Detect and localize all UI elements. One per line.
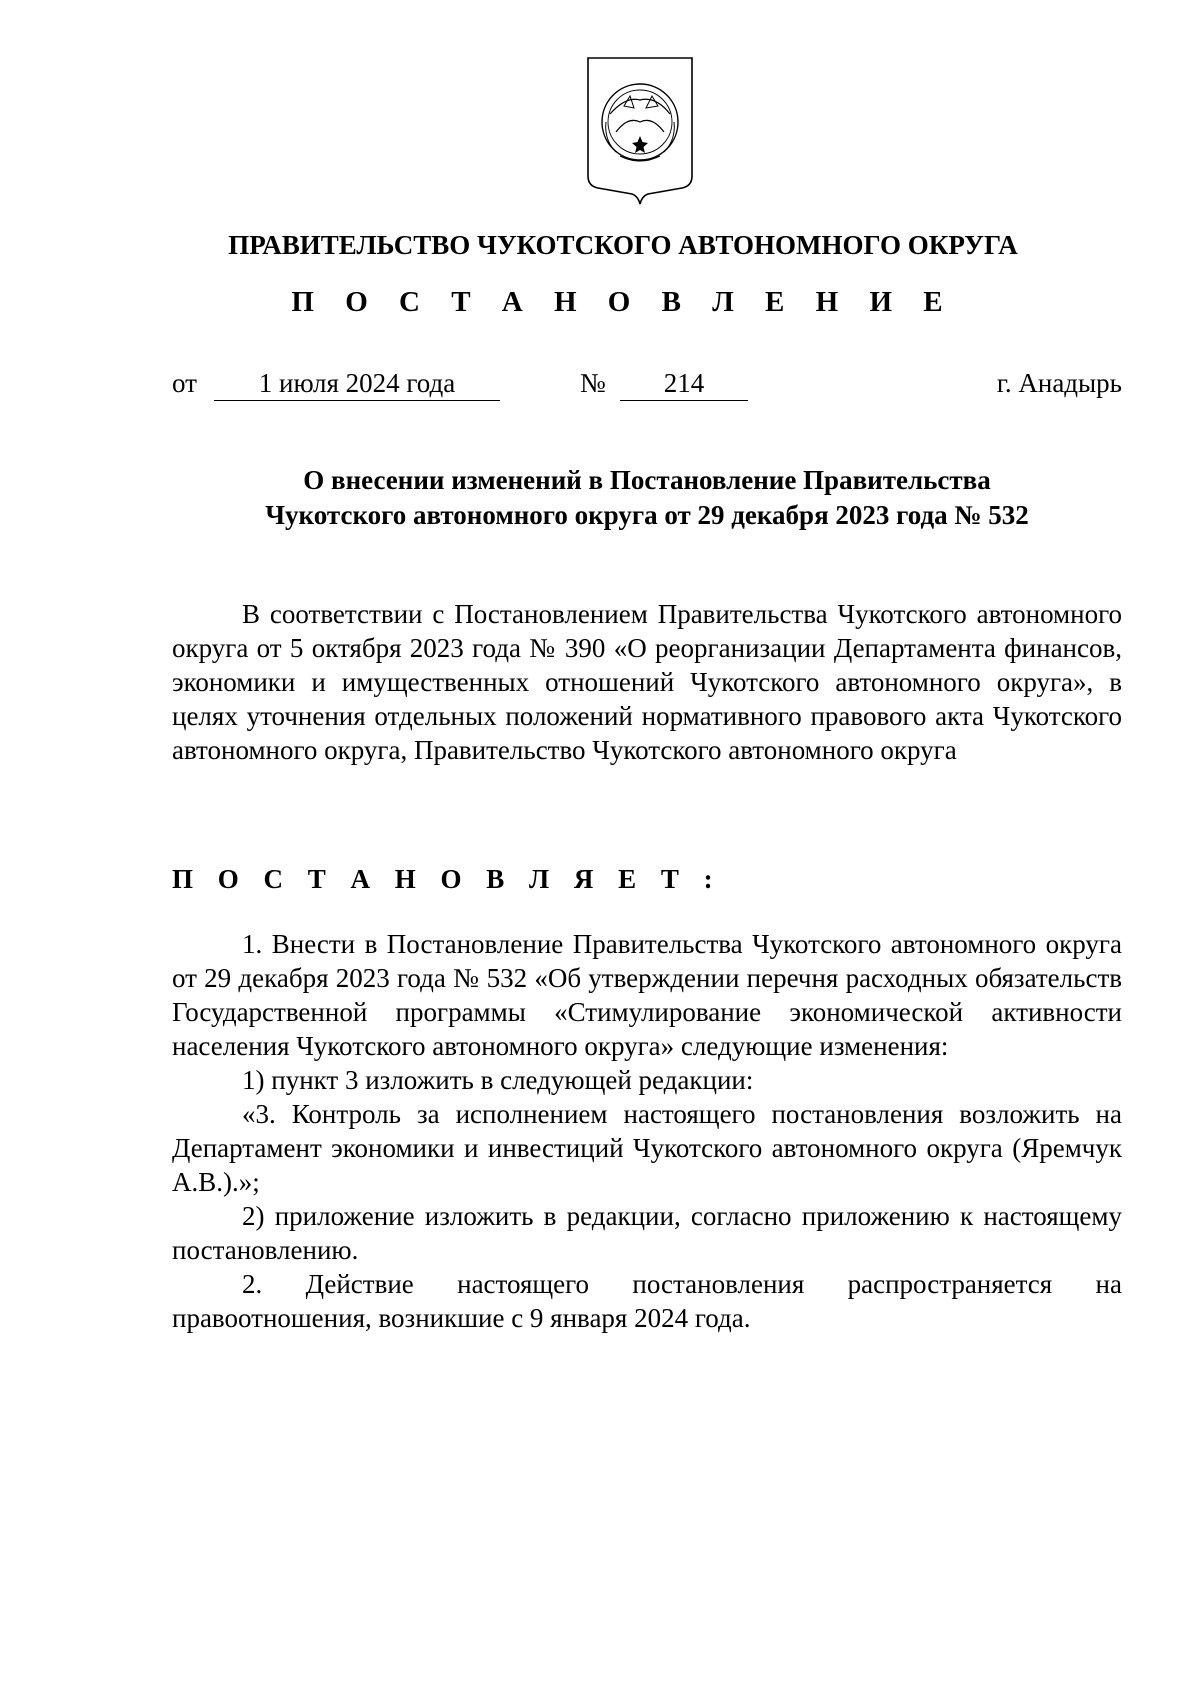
item-1-subitem-2: 2) приложение изложить в редакции, согласно приложению к настоящему постановлению. (172, 1201, 1122, 1265)
document-date: 1 июля 2024 года (214, 366, 500, 401)
document-meta-row (172, 366, 1122, 406)
number-prefix: № (580, 368, 606, 398)
item-1: 1. Внести в Постановление Правительства Чукотского автономного округа от 29 декабря 2023 года № 532 «Об утверждении перечня расходных обязательств Государственной программы «Стимулирование экономической активности населения Чукотского автономного округа» следующие изменения: (172, 929, 1122, 1061)
subject-line-1: О внесении изменений в Постановление Правительства (303, 465, 991, 495)
item-1-subitem-1-quote: «3. Контроль за исполнением настоящего постановления возложить на Департамент экономики и инвестиций Чукотского автономного округа (Яремчук А.В.).»; (172, 1099, 1122, 1197)
document-city: г. Анадырь (996, 368, 1122, 398)
preamble-block (172, 597, 1122, 767)
subject-line-2: Чукотского автономного округа от 29 декабря 2023 года № 532 (265, 500, 1029, 530)
decree-word: П О С Т А Н О В Л Я Е Т : (172, 864, 722, 894)
document-subject (172, 463, 1122, 533)
government-title: ПРАВИТЕЛЬСТВО ЧУКОТСКОГО АВТОНОМНОГО ОКРУГА (228, 230, 1018, 260)
item-2: 2. Действие настоящего постановления распространяется на правоотношения, возникшие с 9 января 2024 года. (172, 1269, 1122, 1333)
document-type-title: П О С Т А Н О В Л Е Н И Е (291, 286, 955, 318)
coat-of-arms-emblem (586, 56, 694, 206)
date-prefix: от (172, 368, 197, 398)
item-1-subitem-1: 1) пункт 3 изложить в следующей редакции: (242, 1065, 754, 1095)
preamble-paragraph: В соответствии с Постановлением Правительства Чукотского автономного округа от 5 октября 2023 года № 390 «О реорганизации Департамента финансов, экономики и имущественных отношений Чукотского автономного округа», в целях уточнения отдельных положений нормативного правового акта Чукотского автономного округа, Правительство Чукотского автономного округа (172, 599, 1122, 765)
decree-items (172, 927, 1122, 1335)
document-number: 214 (620, 366, 748, 401)
